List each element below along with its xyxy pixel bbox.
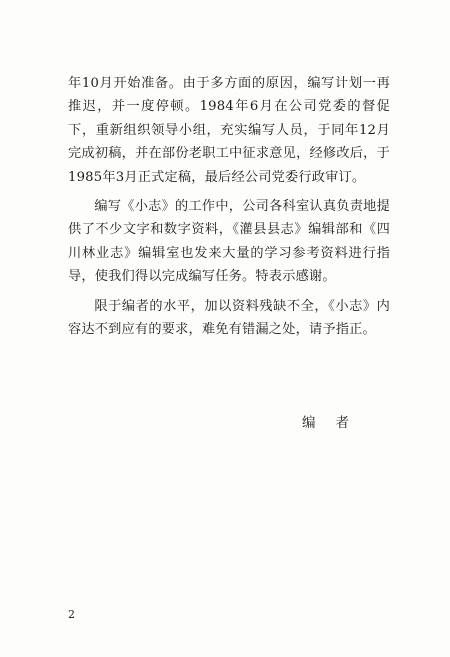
editor-signature: 编者 xyxy=(302,415,369,431)
page-number: 2 xyxy=(68,608,75,621)
paragraph-continuation: 年10月开始准备。由于多方面的原因，编写计划一再推迟，并一度停顿。1984年6月在公司党委的督促下，重新组织领导小组，充实编写人员，于同年12月完成初稿，并在部份老职工中征求意见，经修改后，于1985年3月正式定稿，最后经公司党委行政审订。 xyxy=(68,76,390,185)
paragraph-disclaimer: 限于编者的水平，加以资料残缺不全，《小志》内容达不到应有的要求，难免有错漏之处，请予指正。 xyxy=(68,298,390,338)
document-body xyxy=(68,72,390,341)
paragraph-acknowledgement: 编写《小志》的工作中，公司各科室认真负责地提供了不少文字和数字资料，《灌县县志》编辑部和《四川林业志》编辑室也发来大量的学习参考资料进行指导，使我们得以完成编写任务。特表示感谢。 xyxy=(68,199,390,285)
